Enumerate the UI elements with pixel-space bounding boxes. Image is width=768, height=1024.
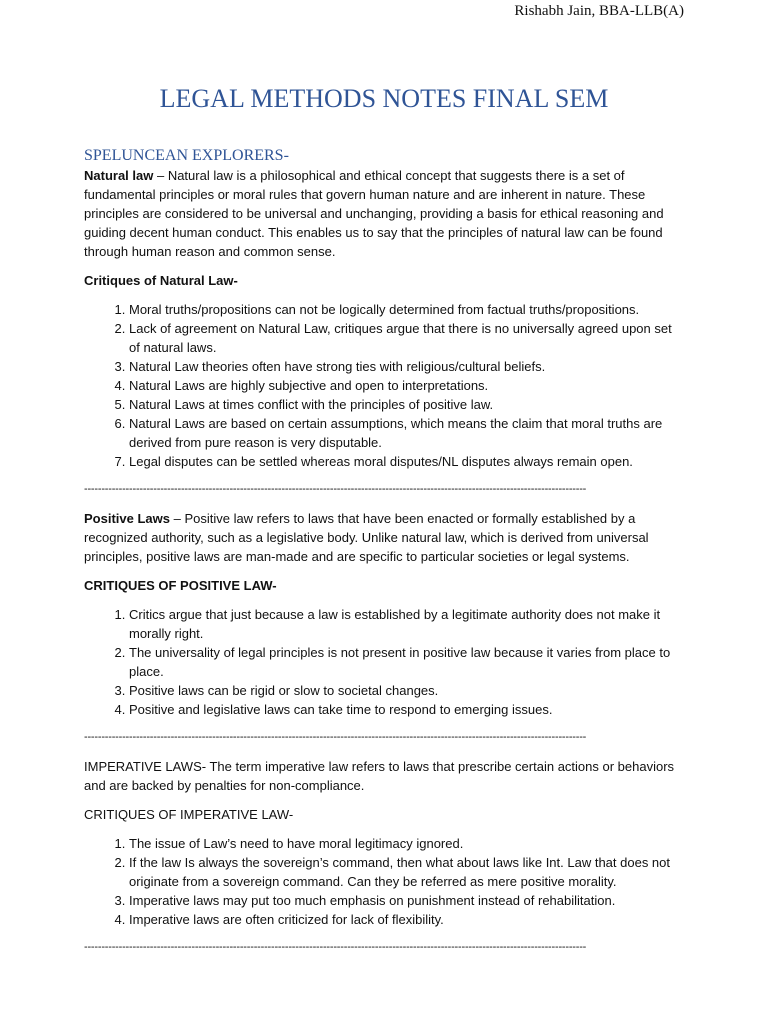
imperative-law-critiques-list [84, 834, 684, 929]
natural-law-critiques-list [84, 300, 684, 471]
list-item: 2. Lack of agreement on Natural Law, critiques argue that there is no universally agreed upon set of natural laws. [129, 319, 684, 357]
separator-line: ------------------------------------------------------------------------------------------------------------------------------------------------- [84, 941, 587, 953]
list-item: 5. Natural Laws at times conflict with the principles of positive law. [129, 395, 684, 414]
list-item: 3. Imperative laws may put too much emphasis on punishment instead of rehabilitation. [129, 891, 684, 910]
list-item: 4. Positive and legislative laws can take time to respond to emerging issues. [129, 700, 684, 719]
list-item: 6. Natural Laws are based on certain assumptions, which means the claim that moral truths are derived from pure reason is very disputable. [129, 414, 684, 452]
list-item: 1. The issue of Law’s need to have moral legitimacy ignored. [129, 834, 684, 853]
imperative-law-critiques-heading: CRITIQUES OF IMPERATIVE LAW- [84, 807, 294, 822]
list-item: 3. Natural Law theories often have strong ties with religious/cultural beliefs. [129, 357, 684, 376]
natural-law-term: Natural law [84, 168, 154, 183]
page-title: LEGAL METHODS NOTES FINAL SEM [159, 84, 609, 113]
positive-law-paragraph [84, 509, 684, 566]
positive-law-definition: – Positive law refers to laws that have been enacted or formally established by a recognized authority, such as a legislative body. Unlike natural law, which is derived from universal principles, positive laws are man-made and are specific to particular societies or legal systems. [84, 511, 649, 564]
list-item: 2. If the law Is always the sovereign’s command, then what about laws like Int. Law that does not originate from a sovereign command. Can they be referred as mere positive morality. [129, 853, 684, 891]
list-item: 1. Critics argue that just because a law is established by a legitimate authority does not make it morally right. [129, 605, 684, 643]
positive-law-critiques-heading: CRITIQUES OF POSITIVE LAW- [84, 578, 277, 593]
header-author: Rishabh Jain, BBA-LLB(A) [514, 3, 684, 19]
list-item: 4. Imperative laws are often criticized for lack of flexibility. [129, 910, 684, 929]
list-item: 7. Legal disputes can be settled whereas moral disputes/NL disputes always remain open. [129, 452, 684, 471]
positive-law-term: Positive Laws [84, 511, 170, 526]
list-item: 3. Positive laws can be rigid or slow to societal changes. [129, 681, 684, 700]
separator-line: ------------------------------------------------------------------------------------------------------------------------------------------------- [84, 731, 587, 743]
list-item: 4. Natural Laws are highly subjective and open to interpretations. [129, 376, 684, 395]
separator-line: ------------------------------------------------------------------------------------------------------------------------------------------------- [84, 483, 587, 495]
natural-law-paragraph [84, 166, 684, 261]
list-item: 1. Moral truths/propositions can not be logically determined from factual truths/propositions. [129, 300, 684, 319]
imperative-law-paragraph: IMPERATIVE LAWS- The term imperative law refers to laws that prescribe certain actions or behaviors and are backed by penalties for non-compliance. [84, 759, 675, 793]
natural-law-definition: – Natural law is a philosophical and ethical concept that suggests there is a set of fundamental principles or moral rules that govern human nature and are inherent in nature. These principles are considered to be universal and unchanging, providing a basis for ethical reasoning and guiding decent human conduct. This enables us to say that the principles of natural law can be found through human reason and common sense. [84, 168, 664, 259]
natural-law-critiques-heading: Critiques of Natural Law- [84, 273, 238, 288]
list-item: 2. The universality of legal principles is not present in positive law because it varies from place to place. [129, 643, 684, 681]
section-heading: SPELUNCEAN EXPLORERS- [84, 147, 289, 164]
document-body [84, 146, 684, 967]
positive-law-critiques-list [84, 605, 684, 719]
